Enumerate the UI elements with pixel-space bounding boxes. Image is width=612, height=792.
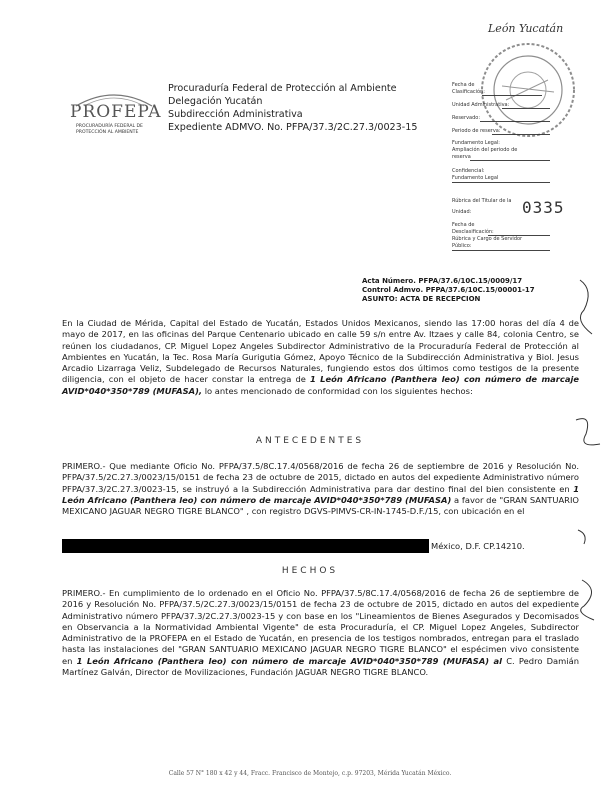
class-label: Fecha de xyxy=(452,82,475,88)
control-block xyxy=(362,277,582,304)
class-label: Ampliación del periodo de xyxy=(452,147,518,153)
antecedentes-paragraph xyxy=(62,461,579,517)
class-label: Clasificación: xyxy=(452,89,485,95)
profepa-logo xyxy=(68,88,160,136)
header-subdirection: Subdirección Administrativa xyxy=(168,109,303,120)
intro-text: En la Ciudad de Mérida, Capital del Estado de Yucatán, Estados Unidos Mexicanos, siendo las 17:00 horas del día 4 de mayo de 2017, en las oficinas del Parque Centenario ubicado en calle 59 s/n entre Av. Itzaes y calle 84, colonia Centro, se reúnen los ciudadanos, CP. Miguel Lopez Angeles Subdirector Administrativo de la Procuraduría Federal de Protección al Ambientes en Yucatán, la Tec. Rosa María Gurigutia Gómez, Apoyo Técnico de la Subdirección Administrativa y Biol. Jesus Arcadio Lizarraga Veliz, Subdelegado de Recursos Naturales, fungiendo estos dos últimos como testigos de la presente diligencia, con el objeto de hacer constar la entrega de xyxy=(62,318,579,385)
logo-subtitle-line-2: PROTECCIÓN AL AMBIENTE xyxy=(76,130,139,135)
asunto: ASUNTO: ACTA DE RECEPCION xyxy=(362,295,481,303)
class-label: Confidencial: xyxy=(452,168,485,174)
class-label: Desclasificación: xyxy=(452,229,494,235)
class-label: Fundamento Legal xyxy=(452,175,499,181)
handwritten-location-note: León Yucatán xyxy=(488,22,564,35)
class-label: Rúbrica del Titular de la xyxy=(452,198,512,204)
hechos-end: C. Pedro Damián Martínez Galván, Director de Movilizaciones, Fundación JAGUAR NEGRO TIGRE BLANCO. xyxy=(62,655,580,678)
intro-bold: 1 León Africano (Panthera leo) con número de marcaje AVID*040*350*789 (MUFASA), xyxy=(62,374,579,396)
intro-end: lo antes mencionado de conformidad con los siguientes hechos: xyxy=(202,385,473,396)
logo-subtitle-line-1: PROCURADURÍA FEDERAL DE xyxy=(76,124,143,129)
class-label: Rúbrica y Cargo de Servidor xyxy=(452,236,523,242)
acta-number: Acta Número. PFPA/37.6/10C.15/0009/17 xyxy=(362,277,523,285)
class-label: Fecha de xyxy=(452,222,475,228)
antecedentes-end: México, D.F. CP.14210. xyxy=(431,541,525,551)
antecedentes-bold: 1 León Africano (Panthera leo) con número de marcaje AVID*040*350*789 (MUFASA) xyxy=(62,483,579,505)
intro-paragraph xyxy=(62,318,579,397)
class-label: Fundamento Legal: xyxy=(452,140,500,146)
header-expediente: Expediente ADMVO. No. PFPA/37.3/2C.27.3/0023-15 xyxy=(168,122,418,133)
page-footer: Calle 57 N° 180 x 42 y 44, Fracc. Francisco de Montejo, c.p. 97203, Mérida Yucatán México. xyxy=(168,770,452,777)
class-label: reserva xyxy=(452,154,471,160)
redaction-bar xyxy=(62,539,429,553)
class-label: Periodo de reserva: xyxy=(452,128,501,134)
class-label: Reservado: xyxy=(452,115,481,121)
folio-number: 0335 xyxy=(522,198,565,217)
antecedentes-text: PRIMERO.- Que mediante Oficio No. PFPA/37.5/8C.17.4/0568/2016 de fecha 26 de septiembre de 2016 y Resolución No. PFPA/37.5/2C.27.3/0023/15/0151 de fecha 23 de octubre de 2015, dictado en autos del expediente Administrativo número PFPA/37.3/2C.27.3/0023-15, se instruyó a la Subdirección Administrativa para dar destino final del bien consistente en xyxy=(62,461,579,494)
hechos-paragraph xyxy=(62,588,579,678)
header-organization: Procuraduría Federal de Protección al Ambiente xyxy=(168,83,397,94)
class-label: Unidad: xyxy=(452,209,472,215)
document-header xyxy=(168,82,458,134)
logo-wordmark: PROFEPA xyxy=(70,102,162,122)
section-title-antecedentes: ANTECEDENTES xyxy=(255,436,365,446)
hechos-text: PRIMERO.- En cumplimiento de lo ordenado en el Oficio No. PFPA/37.5/8C.17.4/0568/2016 de fecha 26 de septiembre de 2016 y Resolución No. PFPA/37.5/2C.27.3/0023/15/0151 de fecha 23 de octubre de 2015, dictado en autos del expediente Administrativo número PFPA/37.3/2C.27.3/0023-15 y con base en los "Lineamientos de Bienes Asegurados y Decomisados en Observancia a la Normatividad Ambiental Vigente" de esta Procuraduría, el CP. Miguel Lopez Angeles, Subdirector Administrativo de la PROFEPA en el Estado de Yucatán, en presencia de los testigos nombrados, entregan para el traslado hasta las instalaciones del "GRAN SANTUARIO MEXICANO JAGUAR NEGRO TIGRE BLANCO" el espécimen vivo consistente en xyxy=(62,588,579,666)
control-admvo: Control Admvo. PFPA/37.6/10C.15/00001-17 xyxy=(362,286,535,294)
antecedentes-mid: a favor de "GRAN SANTUARIO MEXICANO JAGUAR NEGRO TIGRE BLANCO" , con registro DGVS-PIMVS-CR-IN-1745-D.F./15, con ubicación en el xyxy=(62,494,579,517)
class-label: Público: xyxy=(452,243,472,249)
margin-signatures xyxy=(570,260,610,720)
hechos-bold: 1 León Africano (Panthera leo) con número de marcaje AVID*040*350*789 (MUFASA) al xyxy=(76,655,503,666)
header-delegation: Delegación Yucatán xyxy=(168,96,263,107)
class-label: Unidad Administrativa: xyxy=(452,102,510,108)
section-title-hechos: HECHOS xyxy=(281,566,339,576)
official-seal-stamp xyxy=(478,40,578,140)
